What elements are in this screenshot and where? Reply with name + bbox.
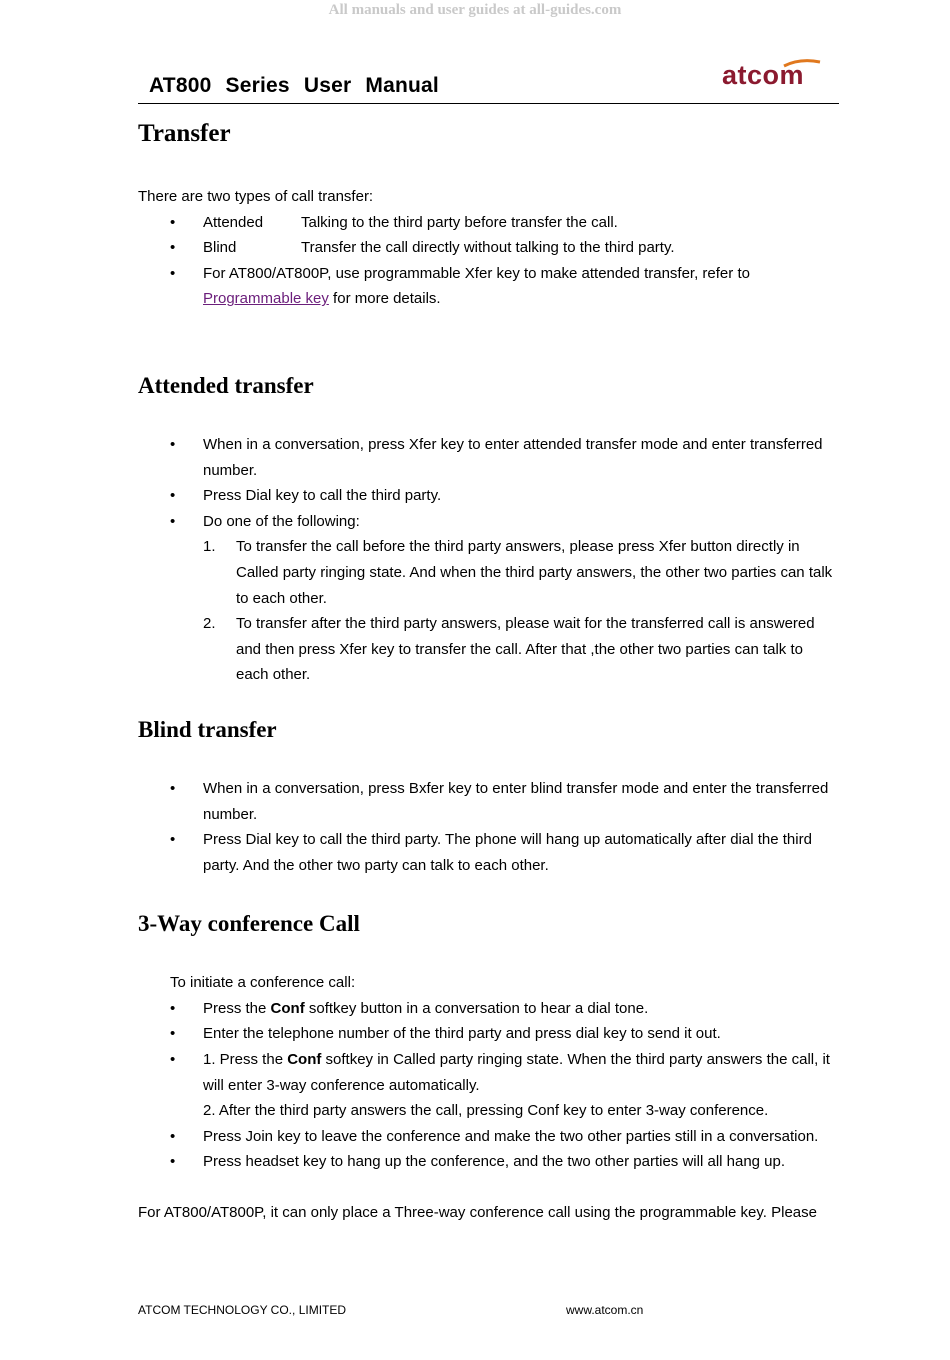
list-item xyxy=(138,1047,838,1098)
list-item: • Do one of the following: xyxy=(138,509,838,535)
text: softkey in Called party ringing state. When the third party answers the call, it will enter 3-way conference automatically. xyxy=(203,1051,830,1094)
transfer-term: Attended xyxy=(203,213,264,231)
title-word: User xyxy=(303,74,352,97)
list-item: • Press Join key to leave the conference and make the two other parties still in a conversation. xyxy=(138,1124,838,1150)
text: softkey button in a conversation to hear a dial tone. xyxy=(304,999,649,1017)
list-item: • Enter the telephone number of the third party and press dial key to send it out. xyxy=(138,1021,838,1047)
section-title-transfer: Transfer xyxy=(138,120,231,147)
conference-step-two: 2. After the third party answers the call, pressing Conf key to enter 3-way conference. xyxy=(203,1102,769,1120)
step-text: To transfer the call before the third party answers, please press Xfer button directly in Called party ringing state. And when the third party answers, the other two parties can talk to each other. xyxy=(236,538,833,607)
title-word: Series xyxy=(225,74,290,97)
text: Press the xyxy=(203,999,271,1017)
attended-steps xyxy=(138,534,838,688)
manual-title xyxy=(149,74,447,98)
list-item: • Press headset key to hang up the conference, and the two other parties will all hang up. xyxy=(138,1149,838,1175)
section-title-blind: Blind transfer xyxy=(138,716,277,742)
conference-list-continued xyxy=(138,1124,838,1175)
attended-list xyxy=(138,432,838,534)
conf-key-label: Conf xyxy=(287,1051,322,1069)
conference-list xyxy=(138,996,838,1098)
blind-list xyxy=(138,776,838,878)
transfer-types-list xyxy=(138,210,838,312)
transfer-intro: There are two types of call transfer: xyxy=(138,188,374,205)
section-title-attended: Attended transfer xyxy=(138,372,314,398)
step-number: 1. xyxy=(203,538,216,556)
note-text: for more details. xyxy=(328,290,441,308)
step-item xyxy=(138,534,838,611)
conference-intro: To initiate a conference call: xyxy=(170,974,356,992)
transfer-desc: Talking to the third party before transfer the call. xyxy=(301,213,618,231)
title-word: Manual xyxy=(365,74,439,97)
footer-website: www.atcom.cn xyxy=(566,1303,644,1317)
list-item: • Press Dial key to call the third party. The phone will hang up automatically after dial the third party. And the other two party can talk to each other. xyxy=(138,827,838,878)
step-item xyxy=(138,611,838,688)
header-divider xyxy=(138,103,839,104)
list-item: • When in a conversation, press Xfer key to enter attended transfer mode and enter transferred number. xyxy=(138,432,838,483)
list-item xyxy=(138,235,838,261)
conf-key-label: Conf xyxy=(270,999,305,1017)
footer-company: ATCOM TECHNOLOGY CO., LIMITED xyxy=(138,1303,347,1317)
list-item: • Press Dial key to call the third party. xyxy=(138,483,838,509)
programmable-key-link[interactable]: Programmable key xyxy=(203,290,329,308)
transfer-desc: Transfer the call directly without talking to the third party. xyxy=(301,239,675,257)
list-item xyxy=(138,210,838,236)
transfer-term: Blind xyxy=(203,239,237,257)
list-item: • When in a conversation, press Bxfer key to enter blind transfer mode and enter the transferred number. xyxy=(138,776,838,827)
text: 1. Press the xyxy=(203,1051,288,1069)
list-item xyxy=(138,996,838,1022)
logo-text: atcom xyxy=(722,60,805,90)
atcom-logo xyxy=(722,56,822,90)
page-content xyxy=(138,112,838,1226)
section-title-conference: 3-Way conference Call xyxy=(138,911,360,937)
note-text: For AT800/AT800P, use programmable Xfer key to make attended transfer, refer to xyxy=(203,264,750,282)
step-text: To transfer after the third party answers, please wait for the transferred call is answered and then press Xfer key to transfer the call. After that ,the other two parties can talk to each other. xyxy=(236,615,815,684)
title-word: AT800 xyxy=(149,74,212,97)
step-number: 2. xyxy=(203,615,216,633)
watermark: All manuals and user guides at all-guides.com xyxy=(328,2,622,18)
conference-closing: For AT800/AT800P, it can only place a Three-way conference call using the programmable key. Please xyxy=(138,1204,817,1222)
list-item xyxy=(138,261,838,312)
